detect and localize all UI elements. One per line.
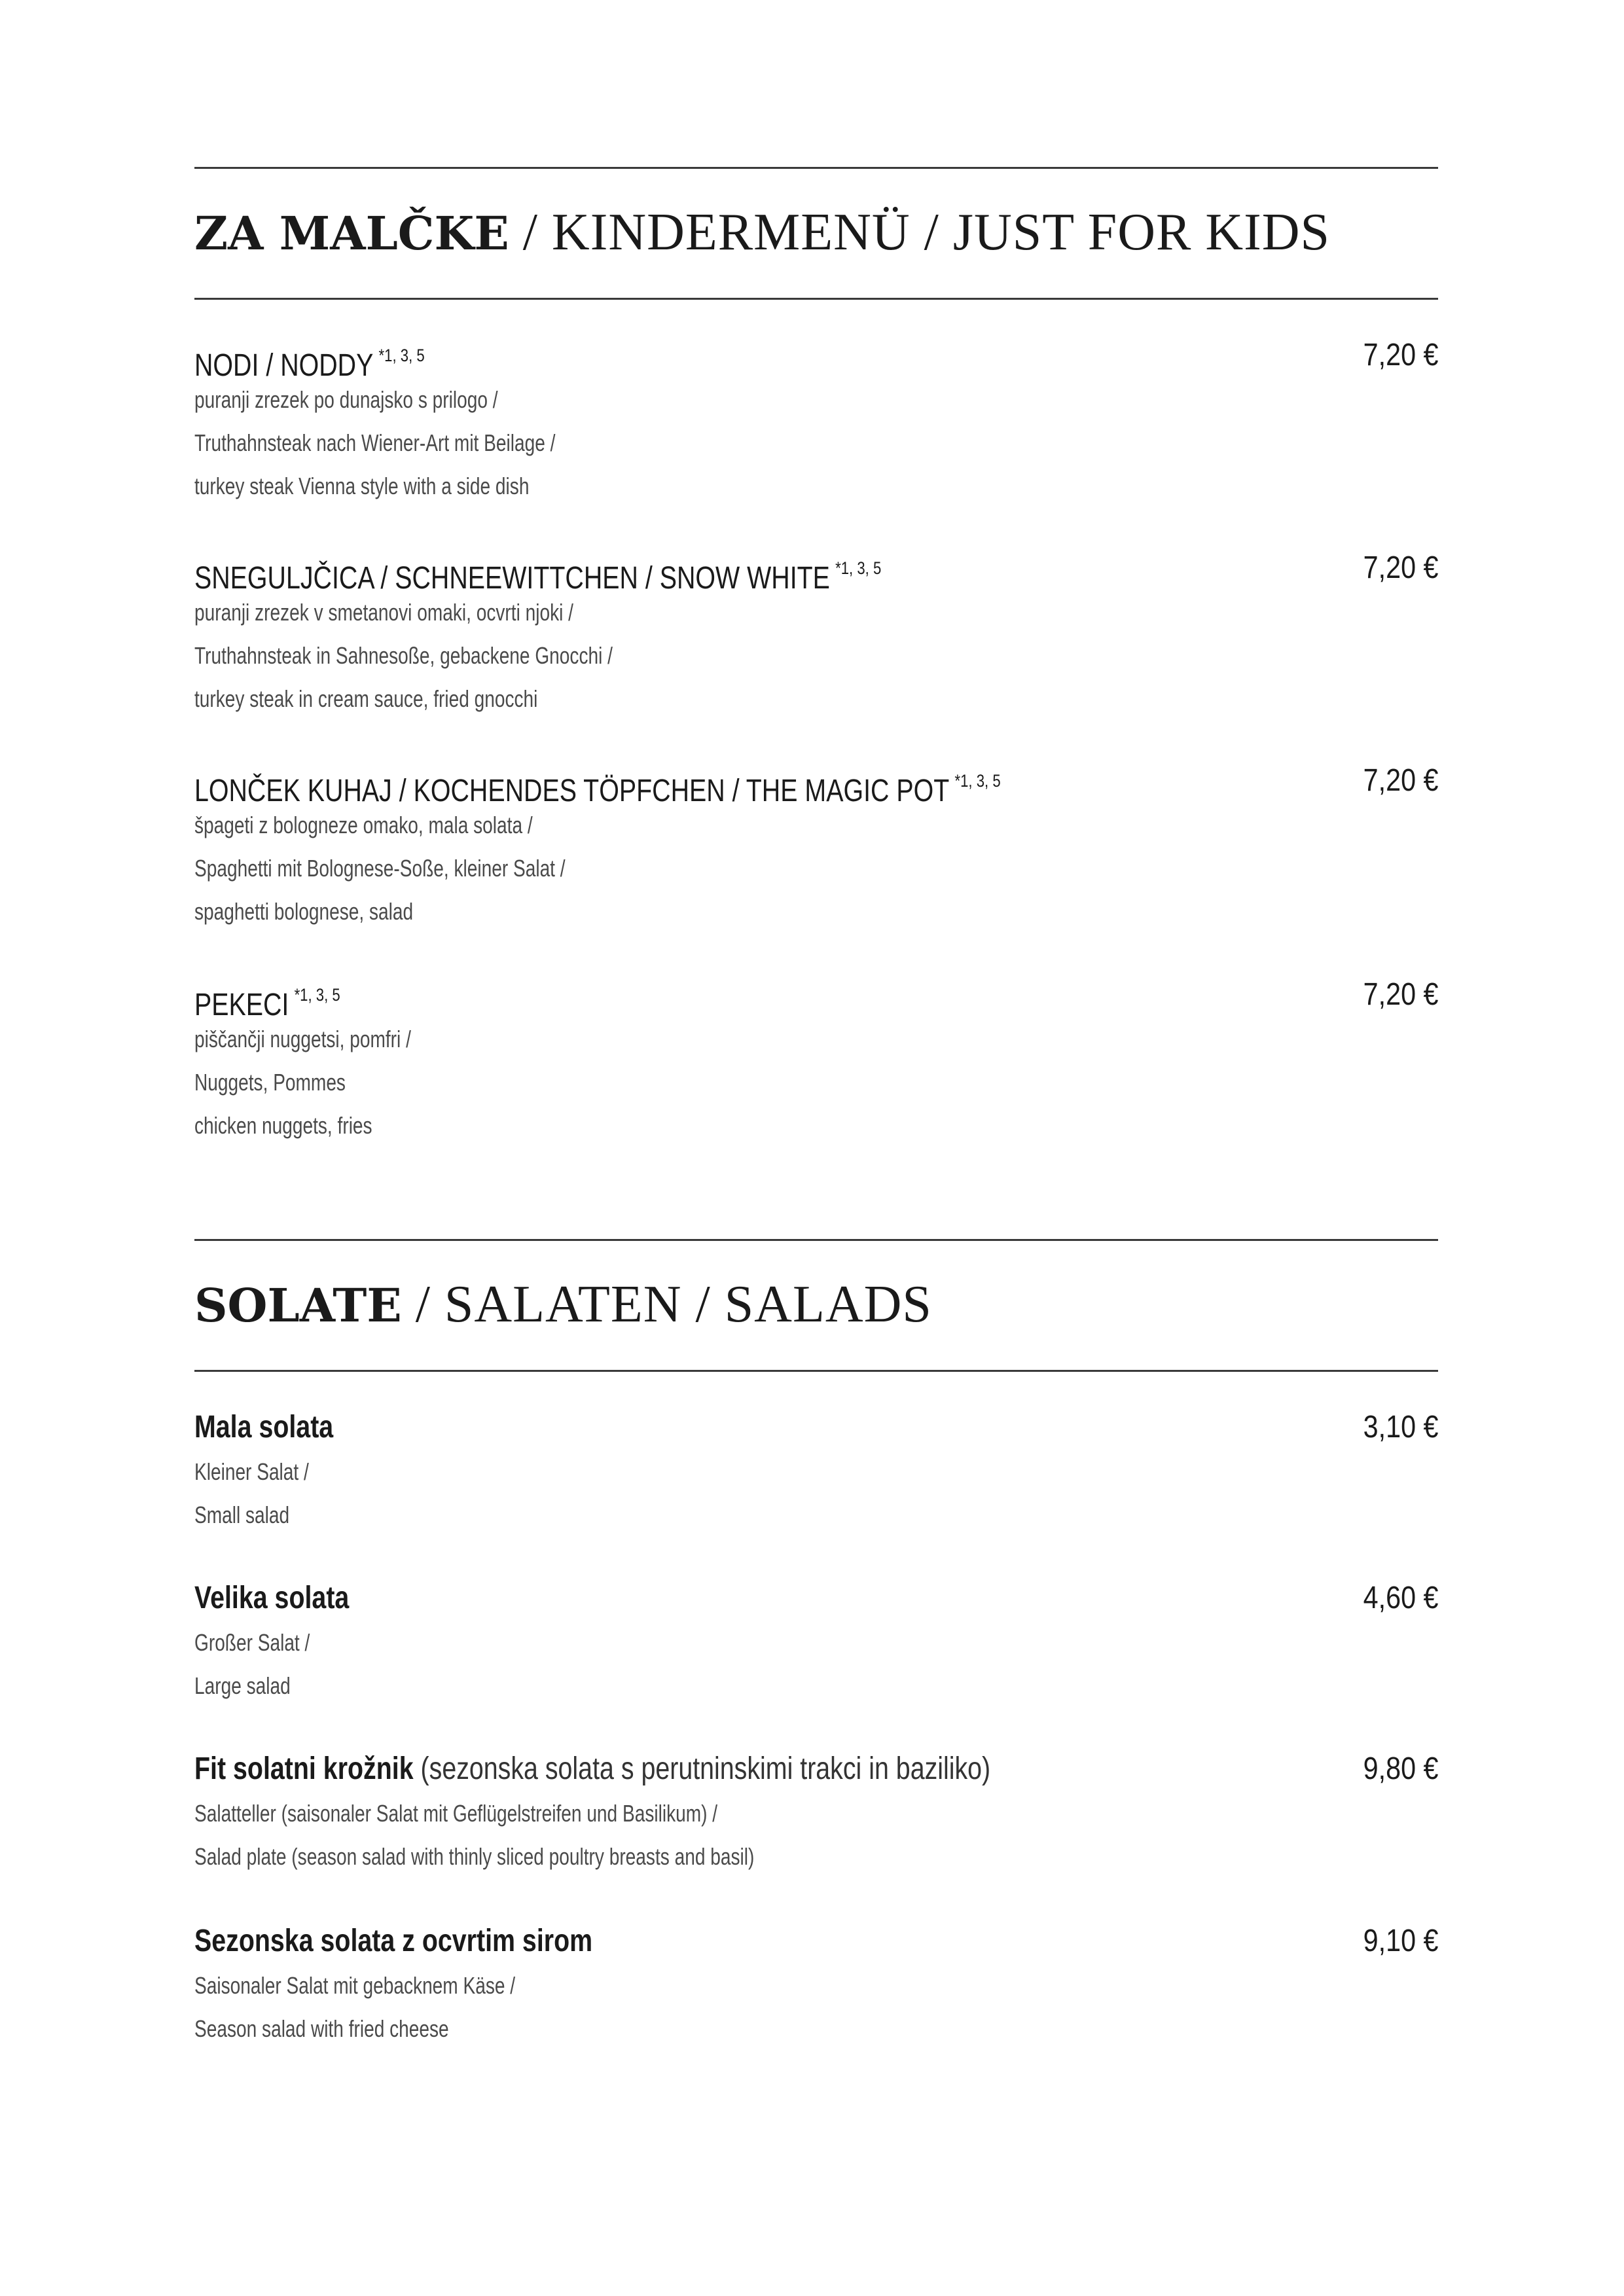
description-line-sl: špageti z bologneze omako, mala solata / — [194, 812, 533, 838]
menu-item-price: 7,20 € — [1363, 763, 1438, 798]
description-line-en: Salad plate (season salad with thinly sliced poultry breasts and basil) — [194, 1843, 755, 1870]
menu-item-description — [194, 1792, 1438, 1878]
description-line-en: turkey steak Vienna style with a side dish — [194, 473, 530, 499]
section-title-kids — [194, 203, 1438, 263]
menu-item-description — [194, 1964, 1438, 2051]
menu-item-price: 9,80 € — [1363, 1751, 1438, 1786]
description-line-de: Truthahnsteak in Sahnesoße, gebackene Gnocchi / — [194, 642, 613, 669]
menu-item-description — [194, 1450, 1438, 1537]
menu-item — [194, 1575, 1438, 1708]
description-line-de: Saisonaler Salat mit gebacknem Käse / — [194, 1972, 516, 1999]
section-title-translations: / KINDERMENÜ / JUST FOR KIDS — [509, 204, 1331, 261]
menu-item-price: 7,20 € — [1363, 977, 1438, 1012]
menu-item-description — [194, 378, 1438, 508]
menu-item-price: 3,10 € — [1363, 1410, 1438, 1444]
menu-item-name: NODI / NODDY — [194, 348, 374, 383]
menu-item — [194, 1405, 1438, 1537]
description-line-de: Kleiner Salat / — [194, 1458, 309, 1485]
description-line-de: Salatteller (saisonaler Salat mit Geflügelstreifen und Basilikum) / — [194, 1800, 718, 1827]
menu-item — [194, 758, 1438, 933]
section-title-salads — [194, 1275, 1438, 1335]
description-line-en: Small salad — [194, 1501, 290, 1528]
description-line-de: Truthahnsteak nach Wiener-Art mit Beilage / — [194, 429, 556, 456]
allergen-codes: *1, 3, 5 — [835, 558, 882, 578]
menu-item-name-row — [194, 1575, 349, 1621]
menu-item — [194, 1746, 1438, 1878]
menu-item-name: PEKECI — [194, 988, 289, 1022]
description-line-de: Nuggets, Pommes — [194, 1069, 346, 1096]
menu-item — [194, 1918, 1438, 2051]
menu-item-price: 7,20 € — [1363, 550, 1438, 585]
description-line-en: turkey steak in cream sauce, fried gnocchi — [194, 685, 538, 712]
section-divider-top — [194, 1239, 1438, 1241]
allergen-codes: *1, 3, 5 — [378, 346, 425, 365]
menu-item-name: Mala solata — [194, 1410, 334, 1444]
menu-item-name-row — [194, 1918, 592, 1964]
section-title-primary: ZA MALČKE — [194, 206, 509, 260]
menu-item-name: SNEGULJČICA / SCHNEEWITTCHEN / SNOW WHITE — [194, 561, 830, 596]
menu-item-name: Velika solata — [194, 1581, 350, 1615]
menu-item — [194, 332, 1438, 508]
description-line-de: Großer Salat / — [194, 1629, 310, 1656]
section-divider-bottom — [194, 1370, 1438, 1372]
description-line-en: spaghetti bolognese, salad — [194, 898, 414, 925]
section-title-translations: / SALATEN / SALADS — [401, 1276, 932, 1333]
menu-item — [194, 545, 1438, 721]
section-title-primary: SOLATE — [194, 1278, 402, 1333]
menu-item — [194, 972, 1438, 1147]
description-line-en: Large salad — [194, 1672, 291, 1699]
menu-item-name-row — [194, 1405, 333, 1450]
description-line-de: Spaghetti mit Bolognese-Soße, kleiner Salat / — [194, 855, 566, 882]
allergen-codes: *1, 3, 5 — [954, 771, 1001, 791]
menu-item-name-row — [194, 1746, 990, 1792]
section-divider-top — [194, 167, 1438, 169]
menu-item-name: LONČEK KUHAJ / KOCHENDES TÖPFCHEN / THE MAGIC POT — [194, 774, 950, 808]
menu-item-description — [194, 804, 1438, 933]
section-divider-bottom — [194, 298, 1438, 300]
menu-item-description — [194, 1621, 1438, 1708]
description-line-sl: puranji zrezek po dunajsko s prilogo / — [194, 386, 498, 413]
menu-item-price: 4,60 € — [1363, 1581, 1438, 1615]
allergen-codes: *1, 3, 5 — [294, 985, 340, 1005]
menu-item-description — [194, 591, 1438, 721]
menu-item-price: 7,20 € — [1363, 338, 1438, 372]
menu-item-description — [194, 1018, 1438, 1147]
description-line-sl: puranji zrezek v smetanovi omaki, ocvrti njoki / — [194, 599, 573, 626]
description-line-en: chicken nuggets, fries — [194, 1112, 372, 1139]
menu-item-name: Sezonska solata z ocvrtim sirom — [194, 1924, 593, 1958]
description-line-sl: piščančji nuggetsi, pomfri / — [194, 1026, 411, 1052]
menu-item-name: Fit solatni krožnik — [194, 1751, 414, 1786]
menu-item-note: (sezonska solata s perutninskimi trakci in baziliko) — [420, 1751, 991, 1786]
menu-item-price: 9,10 € — [1363, 1924, 1438, 1958]
description-line-en: Season salad with fried cheese — [194, 2015, 449, 2042]
